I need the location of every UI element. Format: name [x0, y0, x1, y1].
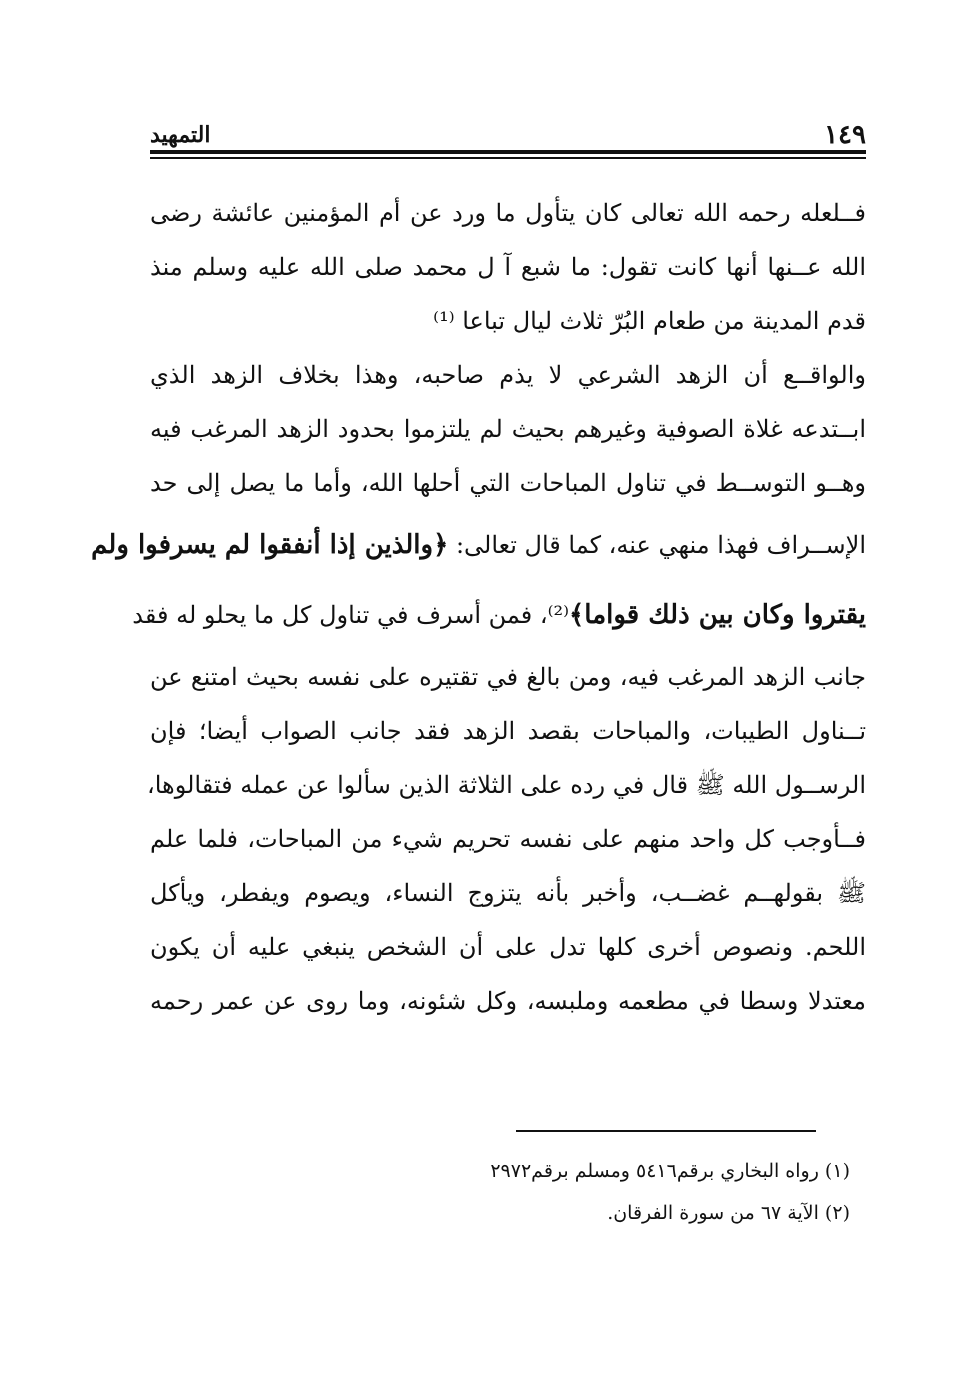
text-line: اللحم. ونصوص أخرى كلها تدل على أن الشخص ينبغي عليه أن يكون: [150, 933, 866, 961]
text-line: وهــو التوســط في تناول المباحات التي أحلها الله، وأما ما يصل إلى حد: [150, 469, 866, 497]
text-line-with-quran: [132, 580, 866, 650]
text-line-with-quran: [91, 510, 866, 580]
header-rule-thick: [150, 150, 866, 154]
footnote-item: (١) رواه البخاري برقم٥٤١٦ ومسلم برقم٢٩٧٢: [490, 1160, 850, 1182]
text-line: فــأوجب كل واحد منهم على نفسه تحريم شيء من المباحات، فلما علم: [150, 825, 866, 853]
text-line: الرســول الله ﷺ قال في رده على الثلاثة الذين سألوا عن عمله فتقالوها،: [147, 771, 866, 799]
footnote-item: (٢) الآية ٦٧ من سورة الفرقان.: [607, 1202, 850, 1224]
header-rule-thin: [150, 157, 866, 159]
body-text: [91, 186, 866, 1028]
text-line: جانب الزهد المرغب فيه، ومن بالغ في تقتيره على نفسه بحيث امتنع عن: [150, 663, 866, 691]
text-segment: ⁽²⁾، فمن أسرف في تناول كل ما يحلو له فقد: [132, 601, 570, 629]
text-line: قدم المدينة من طعام البُرّ ثلاث ليال تباعا ⁽¹⁾: [433, 307, 866, 335]
footnotes: [360, 1150, 850, 1234]
text-line: فــلعله رحمه الله تعالى كان يتأول ما ورد عن أم المؤمنين عائشة رضى: [150, 199, 866, 227]
text-line: معتدلا وسطا في مطعمه وملبسه، وكل شئونه، وما روى عن عمر رحمه: [150, 987, 866, 1015]
quran-verse: يقتروا وكان بين ذلك قواما﴾: [569, 600, 866, 630]
quran-verse: ﴿والذين إذا أنفقوا لم يسرفوا ولم: [91, 530, 449, 560]
text-line: والواقــع أن الزهد الشرعي لا يذم صاحبه، وهذا بخلاف الزهد الذي: [150, 361, 866, 389]
running-title: التمهيد: [150, 122, 211, 148]
text-line: ابــتدعه غلاة الصوفية وغيرهم بحيث لم يلتزموا بحدود الزهد المرغب فيه: [150, 415, 866, 443]
text-segment: الإســراف فهذا منهي عنه، كما قال تعالى:: [455, 531, 866, 559]
page-number: ١٤٩: [824, 120, 866, 150]
page-header: [150, 118, 866, 154]
text-line: تــناول الطيبات، والمباحات بقصد الزهد فقد جانب الصواب أيضا؛ فإن: [150, 717, 866, 745]
footnote-separator: [516, 1130, 816, 1132]
text-line: ﷺ بقولهــم غضــب، وأخبر بأنه يتزوج النساء، ويصوم ويفطر، ويأكل: [150, 879, 866, 907]
text-line: الله عــنها أنها كانت تقول: ما شبع آ ل محمد صلى الله عليه وسلم منذ: [150, 253, 866, 281]
